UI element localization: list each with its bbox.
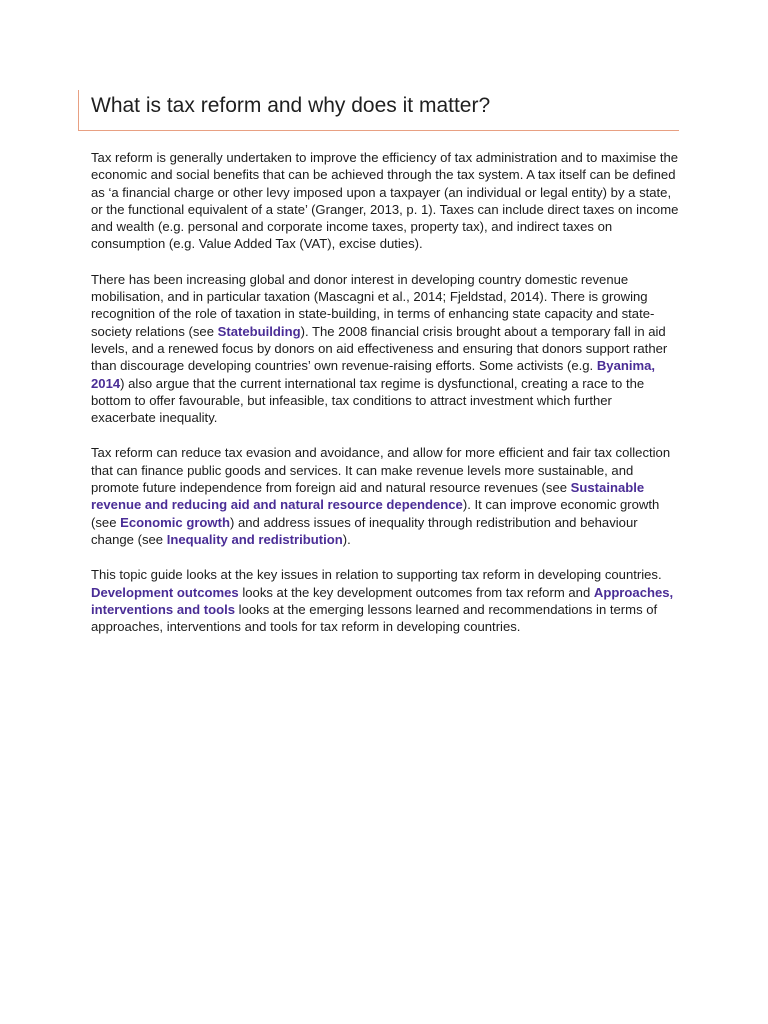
- link-development-outcomes[interactable]: Development outcomes: [91, 584, 239, 600]
- article-body: [91, 149, 679, 653]
- text-run: Tax reform can reduce tax evasion and avoidance, and allow for more efficient and fair tax collection that can finance public goods and services. It can make revenue levels more sustainable, and promote future independence from foreign aid and natural resource revenues (see: [91, 445, 671, 496]
- link-inequality-redistribution[interactable]: Inequality and redistribution: [166, 531, 343, 547]
- paragraph-donor-interest: [91, 271, 679, 427]
- paragraph-benefits: [91, 444, 679, 548]
- text-run: ).: [342, 531, 351, 547]
- text-run: There has been increasing global and donor interest in developing country domestic revenue mobilisation, and in particular taxation (Mascagni et al., 2014; Fjeldstad, 2014). There is growing recognition of the role of taxation in state-building, in terms of enhancing state capacity and state-society relations (see: [91, 271, 655, 339]
- paragraph-intro: Tax reform is generally undertaken to improve the efficiency of tax administration and to maximise the economic and social benefits that can be achieved through the tax system. A tax itself can be defined as ‘a financial charge or other levy imposed upon a taxpayer (an individual or legal entity) by a state, or the functional equivalent of a state’ (Granger, 2013, p. 1). Taxes can include direct taxes on income and wealth (e.g. personal and corporate income taxes, property tax), and indirect taxes on consumption (e.g. Value Added Tax (VAT), excise duties).: [91, 150, 679, 252]
- link-sustainable-revenue[interactable]: Sustainable revenue and reducing aid and natural resource dependence: [91, 480, 645, 513]
- link-statebuilding[interactable]: Statebuilding: [217, 323, 301, 339]
- link-economic-growth[interactable]: Economic growth: [120, 514, 230, 530]
- text-run: ). It can improve economic growth (see: [91, 497, 660, 530]
- paragraph-topic-guide: [91, 566, 679, 635]
- text-run: looks at the key development outcomes from tax reform and: [238, 584, 594, 600]
- text-run: looks at the emerging lessons learned and recommendations in terms of approaches, interventions and tools for tax reform in developing countries.: [91, 601, 658, 635]
- page-title: What is tax reform and why does it matter?: [91, 94, 491, 117]
- heading-block: [78, 90, 679, 131]
- link-byanima-2014[interactable]: Byanima, 2014: [91, 358, 656, 391]
- text-run: ) also argue that the current international tax regime is dysfunctional, creating a race to the bottom to offer favourable, but infeasible, tax conditions to attract investment which further exacerbate inequality.: [91, 375, 645, 426]
- text-run: ). The 2008 financial crisis brought about a temporary fall in aid levels, and a renewed focus by donors on aid effectiveness and ensuring that donors support rather than discourage developing countries’ own revenue-raising efforts. Some activists (e.g.: [91, 323, 668, 374]
- link-approaches-interventions-tools[interactable]: Approaches, interventions and tools: [91, 584, 674, 617]
- text-run: This topic guide looks at the key issues in relation to supporting tax reform in developing countries.: [91, 567, 662, 583]
- text-run: ) and address issues of inequality through redistribution and behaviour change (see: [91, 514, 638, 547]
